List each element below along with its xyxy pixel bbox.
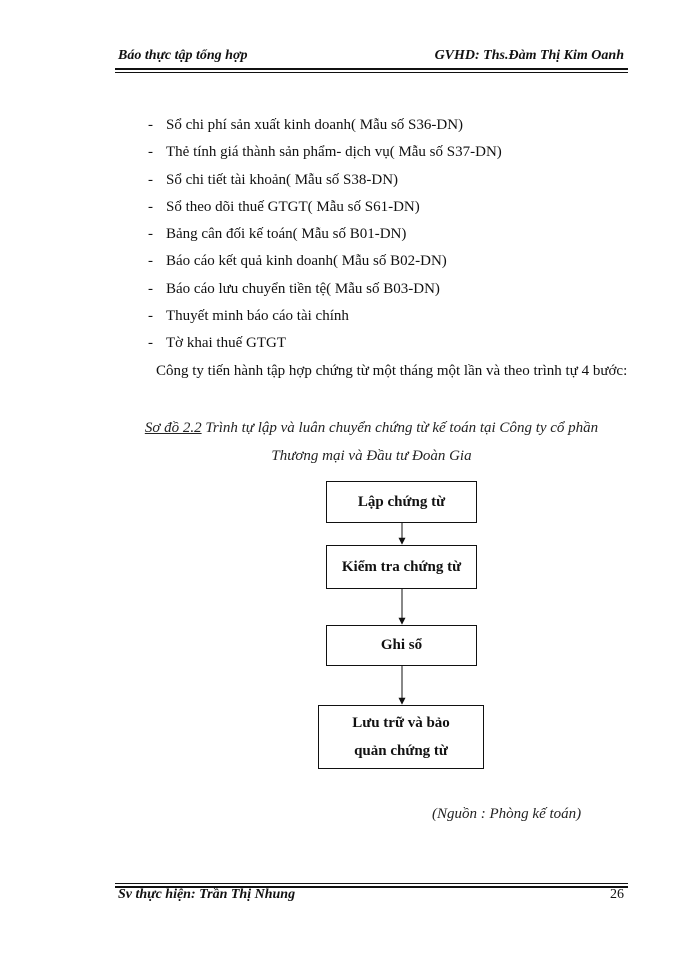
list-item-text: Báo cáo lưu chuyển tiền tệ( Mẫu số B03-DN) [166,280,440,297]
document-list [148,112,502,358]
flow-step-label: Kiểm tra chứng từ [341,558,462,575]
bullet-dash: - [148,198,153,215]
bullet-dash: - [148,144,153,161]
list-item [148,303,502,330]
caption-title-part-1: Trình tự lập và luân chuyển chứng từ kế toán tại Công ty cổ phần [205,420,599,436]
list-item-text: Sổ chi phí sản xuất kinh doanh( Mẫu số S36-DN) [166,117,464,133]
page-number: 26 [610,887,624,902]
flow-step-check-documents [326,545,477,589]
flow-step-record-books [326,625,477,666]
flow-step-label: Lập chứng từ [357,493,446,510]
list-item [148,139,502,166]
flow-step-archive-documents [318,705,484,769]
list-item-text: Thẻ tính giá thành sản phẩm- dịch vụ( Mẫu số S37-DN) [166,144,502,161]
caption-title-part-2: Thương mại và Đầu tư Đoàn Gia [271,448,472,464]
list-item-text: Sổ theo dõi thuế GTGT( Mẫu số S61-DN) [166,198,420,215]
list-item [148,112,502,139]
list-item-text: Tờ khai thuế GTGT [166,335,286,352]
bullet-dash: - [148,335,153,352]
flow-step-label: Ghi sổ [380,637,423,653]
list-item [148,330,502,357]
bullet-dash: - [148,280,153,297]
header-rule-thin [115,72,628,73]
list-item-text: Báo cáo kết quả kinh doanh( Mẫu số B02-DN) [166,253,447,270]
page-header [115,46,628,68]
flow-step-label: Lưu trữ và bảo quản chứng từ [352,715,450,759]
bullet-dash: - [148,308,153,325]
body-paragraph: Công ty tiến hành tập hợp chứng từ một tháng một lần và theo trình tự 4 bước: [156,363,628,379]
caption-label: Sơ đồ 2.2 [144,420,202,436]
source-note: (Nguồn : Phòng kế toán) [432,806,582,822]
bullet-dash: - [148,171,153,188]
bullet-dash: - [148,226,153,243]
list-item-text: Sổ chi tiết tài khoản( Mẫu số S38-DN) [166,171,399,188]
header-rule-thick [115,68,628,70]
list-item [148,167,502,194]
list-item [148,276,502,303]
footer-author: Sv thực hiện: Trần Thị Nhung [118,887,296,902]
diagram-caption [115,414,628,470]
header-supervisor: GVHD: Ths.Đàm Thị Kim Oanh [434,48,624,63]
flow-step-prepare-documents [326,481,477,523]
list-item [148,248,502,275]
list-item-text: Thuyết minh báo cáo tài chính [166,308,349,325]
list-item-text: Bảng cân đối kế toán( Mẫu số B01-DN) [166,226,407,243]
footer-rule-thin [115,883,628,884]
list-item [148,221,502,248]
bullet-dash: - [148,117,153,133]
header-report-title: Báo thực tập tổng hợp [118,48,248,63]
bullet-dash: - [148,253,153,270]
list-item [148,194,502,221]
caption-line-1 [115,414,628,442]
